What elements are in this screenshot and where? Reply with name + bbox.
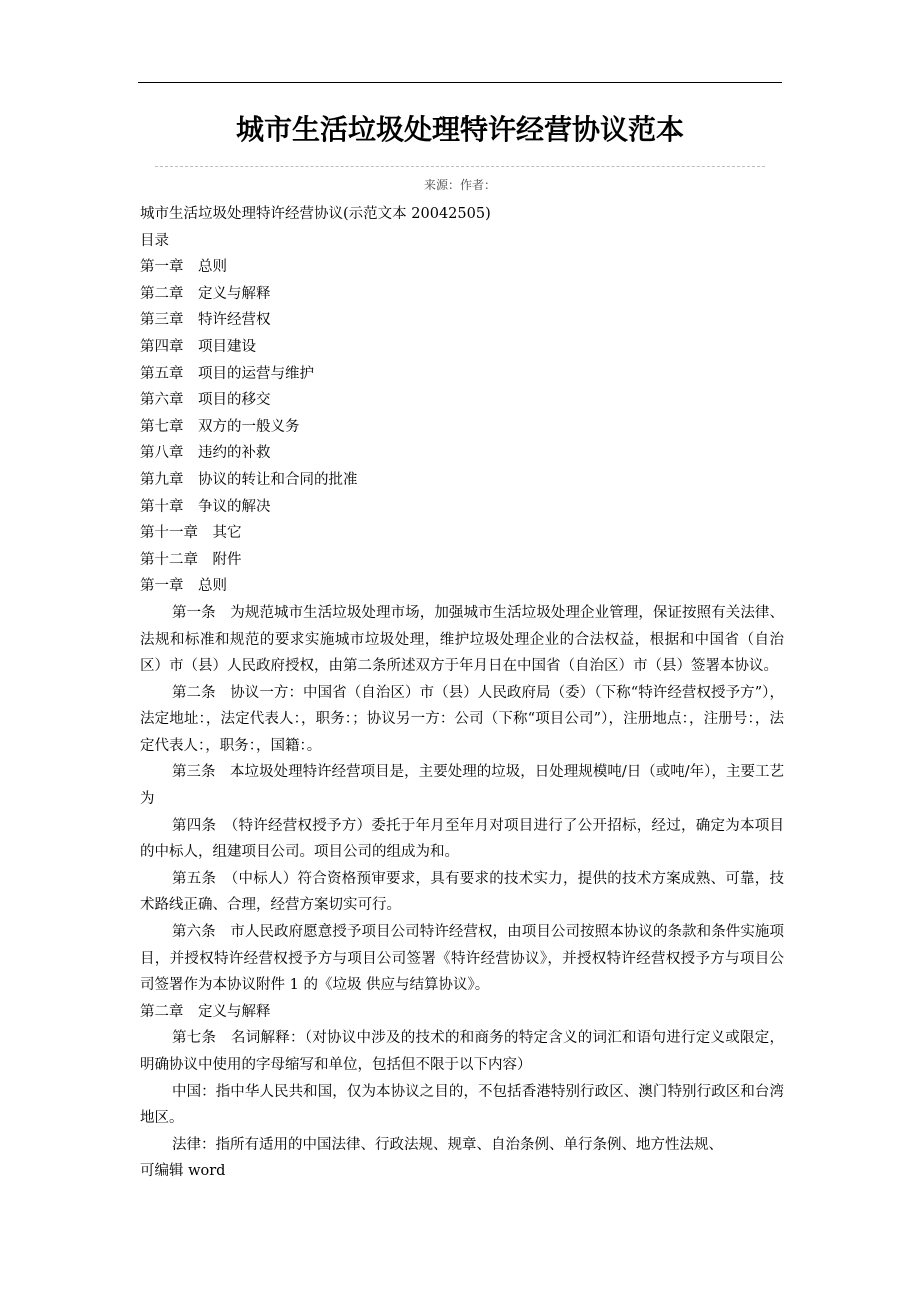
toc-item: 第十一章 其它 <box>140 525 242 542</box>
chapter-heading: 第二章 定义与解释 <box>140 1003 271 1020</box>
toc-item: 第六章 项目的移交 <box>140 392 271 409</box>
top-rule <box>138 82 782 83</box>
article-paragraph: 第二条 协议一方：中国省（自治区）市（县）人民政府局（委）（下称“特许经营权授予方”），法定地址：，法定代表人：，职务：；协议另一方：公司（下称“项目公司”），注册地点：，注册号：，法定代表人：，职务：，国籍：。 <box>140 684 784 754</box>
article-paragraph: 中国：指中华人民共和国，仅为本协议之目的，不包括香港特别行政区、澳门特别行政区和台湾地区。 <box>140 1083 784 1127</box>
toc-item: 第七章 双方的一般义务 <box>140 418 300 435</box>
chapter2-body <box>140 1025 784 1158</box>
toc-heading: 目录 <box>140 232 169 249</box>
article-paragraph: 第六条 市人民政府愿意授予项目公司特许经营权，由项目公司按照本协议的条款和条件实施项目，并授权特许经营权授予方与项目公司签署《特许经营协议》，并授权特许经营权授予方与项目公司签署作为本协议附件 1 的《垃圾 供应与结算协议》。 <box>140 924 784 994</box>
intro-line: 城市生活垃圾处理特许经营协议(示范文本 20042505) <box>140 206 491 222</box>
toc-item: 第十二章 附件 <box>140 551 242 568</box>
article-paragraph: 第五条 （中标人）符合资格预审要求，具有要求的技术实力，提供的技术方案成熟、可靠，技术路线正确、合理，经营方案切实可行。 <box>140 870 784 914</box>
article-paragraph: 第一条 为规范城市生活垃圾处理市场，加强城市生活垃圾处理企业管理，保证按照有关法律、法规和标准和规范的要求实施城市垃圾处理，维护垃圾处理企业的合法权益，根据和中国省（自治区）市（县）人民政府授权，由第二条所述双方于年月日在中国省（自治区）市（县）签署本协议。 <box>140 604 784 675</box>
toc-item: 第九章 协议的转让和合同的批准 <box>140 471 358 488</box>
article-paragraph: 第七条 名词解释：（对协议中涉及的技术的和商务的特定含义的词汇和语句进行定义或限定，明确协议中使用的字母缩写和单位，包括但不限于以下内容） <box>140 1030 784 1073</box>
document-body <box>140 201 784 1185</box>
toc-list <box>140 254 784 573</box>
toc-item: 第一章 总则 <box>140 259 227 276</box>
page-title: 城市生活垃圾处理特许经营协议范本 <box>235 113 684 146</box>
article-paragraph: 第三条 本垃圾处理特许经营项目是，主要处理的垃圾，日处理规模吨/日（或吨/年），主要工艺为 <box>140 764 784 808</box>
toc-item: 第八章 违约的补救 <box>140 445 271 462</box>
toc-item: 第二章 定义与解释 <box>140 285 271 302</box>
chapter-heading: 第一章 总则 <box>140 578 227 595</box>
article-paragraph: 第四条 （特许经营权授予方）委托于年月至年月对项目进行了公开招标，经过，确定为本项目的中标人，组建项目公司。项目公司的组成为和。 <box>140 817 784 861</box>
dashed-divider <box>155 166 765 167</box>
source-author-line: 来源：作者： <box>423 178 496 192</box>
toc-item: 第四章 项目建设 <box>140 338 256 355</box>
article-paragraph: 法律：指所有适用的中国法律、行政法规、规章、自治条例、单行条例、地方性法规、 <box>172 1136 723 1153</box>
toc-item: 第三章 特许经营权 <box>140 312 271 329</box>
toc-item: 第十章 争议的解决 <box>140 498 271 515</box>
chapter1-body <box>140 600 784 999</box>
toc-item: 第五章 项目的运营与维护 <box>140 365 314 382</box>
footer-note: 可编辑 word <box>140 1163 226 1180</box>
